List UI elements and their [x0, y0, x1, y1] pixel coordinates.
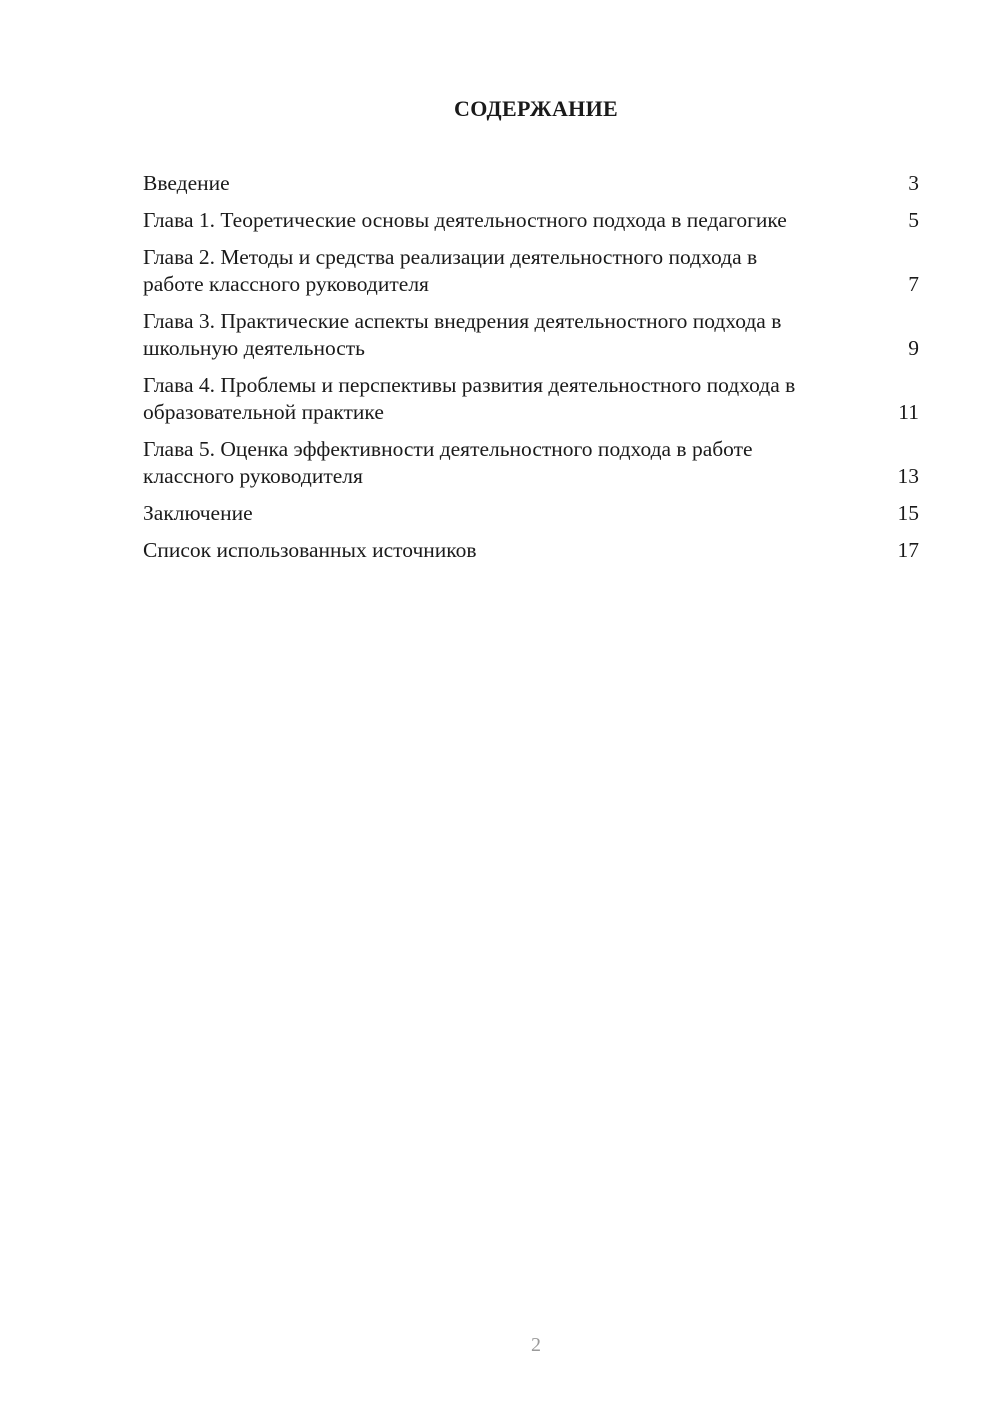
toc-entry-title: Заключение — [143, 501, 253, 525]
toc-entry-page: 15 — [897, 501, 919, 525]
toc-entry-page: 9 — [908, 336, 919, 360]
toc-entry-page: 7 — [908, 272, 919, 296]
toc-entry-conclusion[interactable] — [143, 500, 919, 527]
toc-entry-title: Глава 4. Проблемы и перспективы развития деятельностного подхода в образовательной практике — [143, 373, 796, 424]
toc-entry-page: 17 — [897, 538, 919, 562]
toc-entry-chapter-1[interactable] — [143, 207, 919, 234]
toc-entry-chapter-5[interactable] — [143, 436, 919, 490]
toc-entry-chapter-4[interactable] — [143, 372, 919, 426]
toc-entry-page: 13 — [897, 464, 919, 488]
toc-entry-title: Список использованных источников — [143, 538, 477, 562]
page-number: 2 — [531, 1334, 541, 1356]
toc-entry-title: Глава 5. Оценка эффективности деятельностного подхода в работе классного руководителя — [143, 437, 753, 488]
toc-entry-title: Введение — [143, 171, 230, 195]
toc-entry-page: 3 — [908, 171, 919, 195]
page-title: СОДЕРЖАНИЕ — [454, 96, 618, 121]
toc-entry-references[interactable] — [143, 537, 919, 564]
toc-entry-title: Глава 1. Теоретические основы деятельностного подхода в педагогике — [143, 208, 787, 232]
toc-entry-introduction[interactable] — [143, 170, 919, 197]
toc-entry-page: 11 — [898, 400, 919, 424]
toc-entry-page: 5 — [908, 208, 919, 232]
toc-entry-title: Глава 3. Практические аспекты внедрения деятельностного подхода в школьную деятельность — [143, 309, 782, 360]
toc-entry-title: Глава 2. Методы и средства реализации деятельностного подхода в работе классного руководителя — [143, 245, 758, 296]
toc-entry-chapter-3[interactable] — [143, 308, 919, 362]
toc-entry-chapter-2[interactable] — [143, 244, 919, 298]
table-of-contents — [143, 170, 919, 574]
